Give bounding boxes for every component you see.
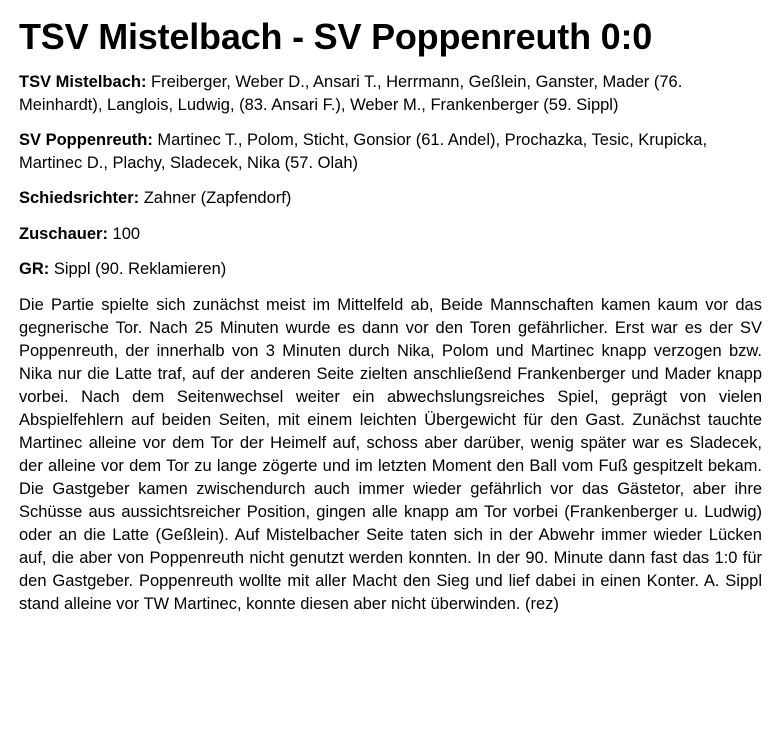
red-card-label: GR: [19,260,50,278]
match-report-text: Die Partie spielte sich zunächst meist im Mittelfeld ab, Beide Mannschaften kamen kaum vor das gegnerische Tor. Nach 25 Minuten wurde es dann vor den Toren gefährlicher. Erst war es der SV Poppenreuth, der innerhalb von 3 Minuten durch Nika, Polom und Martinec knapp verzogen bzw. Nika nur die Latte traf, auf der anderen Seite zielten anschließend Frankenberger und Mader knapp vorbei. Nach dem Seitenwechsel weiter ein abwechslungsreiches Spiel, geprägt von vielen Abspielfehlern auf beiden Seiten, mit einem leichten Übergewicht für den Gast. Zunächst tauchte Martinec alleine vor dem Tor der Heimelf auf, schoss aber darüber, wenig später war es Sladecek, der alleine vor dem Tor zu lange zögerte und im letzten Moment den Ball vom Fuß gespitzelt bekam. Die Gastgeber kamen zwischendurch auch immer wieder gefährlich vor das Gästetor, aber ihre Schüsse aus aussichtsreicher Position, gingen alle knapp am Tor vorbei (Frankenberger u. Ludwig) oder an die Latte (Geßlein). Auf Mistelbacher Seite taten sich in der Abwehr immer wieder Lücken auf, die aber von Poppenreuth nicht genutzt werden konnten. In der 90. Minute dann fast das 1:0 für den Gastgeber. Poppenreuth wollte mit aller Macht den Sieg und lief dabei in einen Konter. A. Sippl stand alleine vor TW Martinec, konnte diesen aber nicht überwinden. (rez) [19,295,762,613]
lineup-away-label: SV Poppenreuth: [19,131,153,149]
lineup-home-players: Freiberger, Weber D., Ansari T., Herrmann, Geßlein, Ganster, Mader (76. Meinhardt), Langlois, Ludwig, (83. Ansari F.), Weber M., Frankenberger (59. Sippl) [19,73,683,114]
lineup-home [19,71,749,116]
referee-label: Schiedsrichter: [19,189,140,207]
lineup-away [19,129,749,174]
red-card-line [19,258,749,281]
lineup-away-players: Martinec T., Polom, Sticht, Gonsior (61. Andel), Prochazka, Tesic, Krupicka, Martinec D., Plachy, Sladecek, Nika (57. Olah) [19,131,708,172]
spectators-value: 100 [107,224,141,243]
lineup-home-label: TSV Mistelbach: [19,73,147,91]
page-title: TSV Mistelbach - SV Poppenreuth 0:0 [19,16,653,57]
referee-value: Zahner (Zapfendorf) [139,189,292,207]
spectators-label: Zuschauer: [19,224,108,243]
red-card-value: Sippl (90. Reklamieren) [49,260,227,278]
referee-line [19,187,749,210]
spectators-line [19,223,749,246]
